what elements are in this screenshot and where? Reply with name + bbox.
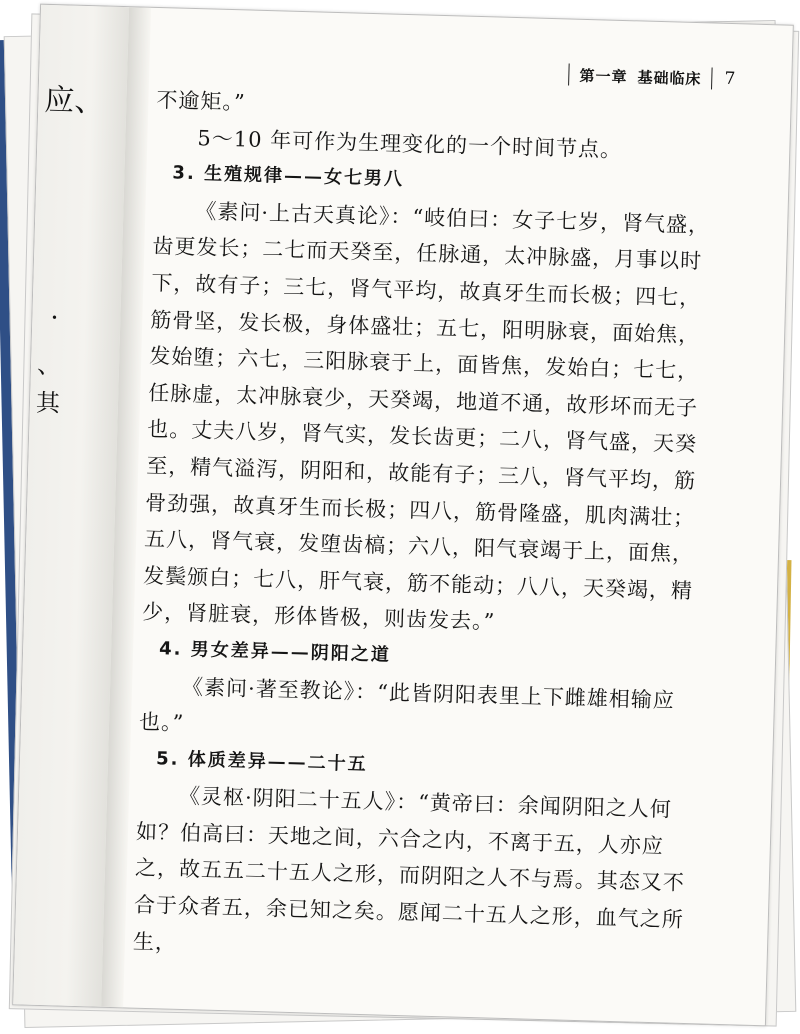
facing-page-text: 应、: [43, 82, 105, 120]
section-label: 基础临床: [637, 67, 702, 88]
section-title: 体质差异——二十五: [187, 748, 368, 775]
page-number: 7: [724, 68, 736, 90]
paragraph: 《灵枢·阴阳二十五人》：“黄帝曰：余闻阴阳之人何如？伯高曰：天地之间，六合之内，不离于五，人亦应之，故五五二十五人之形，而阴阳之人不与焉。其态又不合于众者五，余已知之矣。愿闻二十五人之形，血气之所生，: [132, 784, 686, 955]
section-number: 5.: [155, 747, 180, 770]
section-title: 男女差异——阴阳之道: [190, 639, 392, 666]
facing-page-text: 、: [36, 350, 62, 380]
section-number: 4.: [158, 638, 183, 660]
section-title: 生殖规律——女七男八: [203, 163, 405, 191]
running-header: [568, 63, 735, 90]
chapter-label: 第一章: [579, 66, 628, 86]
section-number: 3.: [172, 162, 197, 185]
paragraph: 不逾矩。”: [156, 87, 247, 115]
book-page: [12, 4, 794, 1027]
page-body: [132, 82, 716, 976]
facing-page-text: ·: [49, 303, 60, 334]
paragraph: 《素问·著至教论》：“此皆阴阳表里上下雌雄相输应也。”: [138, 674, 676, 736]
facing-page-text: 其: [35, 388, 61, 418]
paragraph: 5～10 年可作为生理变化的一个时间节点。: [197, 125, 623, 162]
paragraph: 《素问·上古天真论》：“岐伯曰：女子七岁，肾气盛，齿更发长；二七而天癸至，任脉通，太冲脉盛，月事以时下，故有子；三七，肾气平均，故真牙生而长极；四七，筋骨坚，发长极，身体盛壮；五七，阳明脉衰，面始焦，发始堕；六七，三阳脉衰于上，面皆焦，发始白；七七，任脉虚，太冲脉衰少，天癸竭，地道不通，故形坏而无子也。丈夫八岁，肾气实，发长齿更；二八，肾气盛，天癸至，精气溢泻，阴阳和，故能有子；三八，肾气平均，筋骨劲强，故真牙生而长极；四八，筋骨隆盛，肌肉满壮；五八，肾气衰，发堕齿槁；六八，阳气衰竭于上，面焦，发鬓颁白；七八，肝气衰，筋不能动；八八，天癸竭，精少，肾脏衰，形体皆极，则齿发去。”: [141, 198, 711, 634]
header-rule: [711, 67, 713, 89]
header-rule: [568, 63, 570, 85]
